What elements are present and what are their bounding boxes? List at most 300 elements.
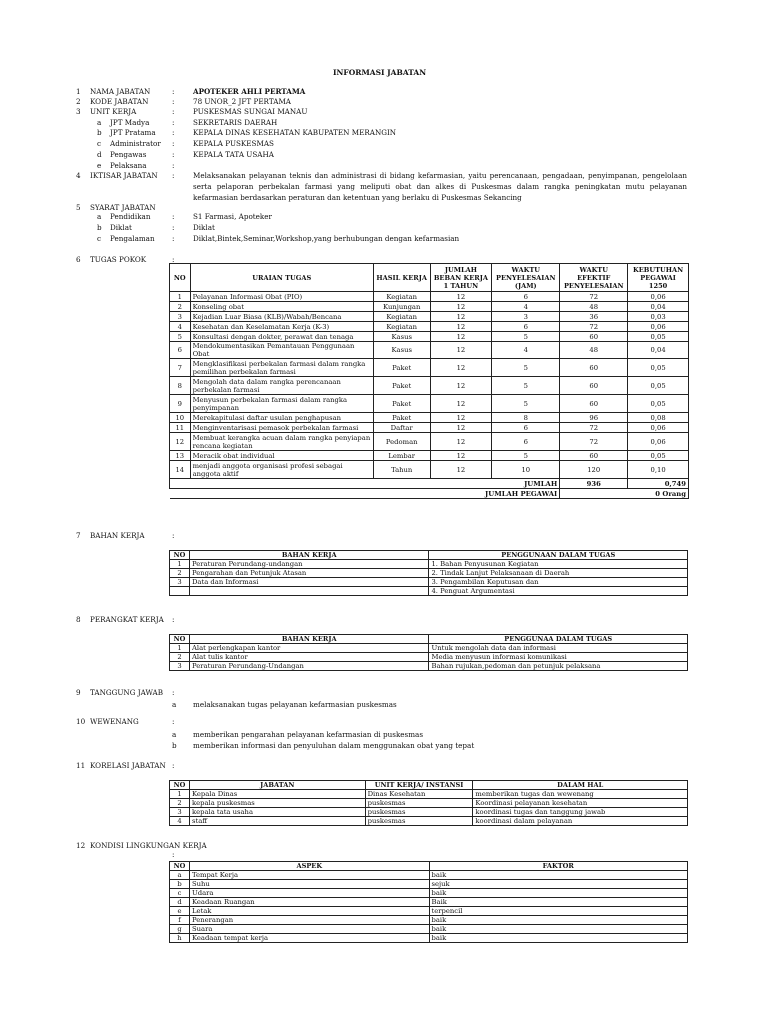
info-label-3: UNIT KERJA: [90, 107, 137, 116]
colon: :: [172, 212, 175, 221]
cell-uraian: Membuat kerangka acuan dalam rangka penyiapan rencana kegiatan: [190, 433, 373, 451]
cell-beban: 12: [430, 312, 492, 322]
cell-beban: 12: [430, 292, 492, 302]
cell-kebutuhan: 0,10: [628, 461, 689, 479]
colon: :: [172, 107, 175, 116]
cell-aspek: Keadaan Ruangan: [189, 898, 429, 907]
cell-faktor: Baik: [429, 898, 687, 907]
cell-jabatan: staff: [189, 817, 365, 826]
cell-waktu: 8: [492, 413, 560, 423]
cell-hal: memberikan tugas dan wewenang: [473, 790, 688, 799]
syarat-label: Pendidikan: [110, 212, 151, 221]
section-label: PERANGKAT KERJA: [90, 615, 164, 624]
col-header-kebutuhan: KEBUTUHAN PEGAWAI 1250: [628, 264, 689, 292]
col-header-bahan: BAHAN KERJA: [189, 635, 429, 644]
section-no: 7: [76, 531, 81, 540]
cell-waktu: 3: [492, 312, 560, 322]
section-no: 10: [76, 717, 86, 726]
cell-kebutuhan: 0,05: [628, 377, 689, 395]
cell-waktu: 6: [492, 292, 560, 302]
table-row: [170, 808, 688, 817]
jumlah-row: [170, 479, 689, 489]
cell-no: e: [170, 907, 190, 916]
cell-beban: 12: [430, 433, 492, 451]
cell-no: 3: [170, 808, 190, 817]
cell-beban: 12: [430, 451, 492, 461]
col-header-no: NO: [170, 862, 190, 871]
unit-sub-letter: a: [97, 118, 102, 127]
cell-no: 1: [170, 644, 190, 653]
cell-hasil: Tahun: [373, 461, 430, 479]
wewenang-letter: a: [172, 730, 177, 739]
section-no: 5: [76, 203, 81, 212]
cell-no: b: [170, 880, 190, 889]
table-row: [170, 569, 688, 578]
cell-beban: 12: [430, 413, 492, 423]
cell-guna: 3. Pengambilan Keputusan dan: [429, 578, 688, 587]
colon: :: [172, 688, 175, 697]
cell-hasil: Kunjungan: [373, 302, 430, 312]
syarat-letter: b: [97, 223, 102, 232]
col-header-bahan: BAHAN KERJA: [189, 551, 429, 560]
col-header-no: NO: [170, 635, 190, 644]
cell-no: [170, 587, 190, 596]
cell-jabatan: kepala puskesmas: [189, 799, 365, 808]
table-row: [170, 578, 688, 587]
cell-hasil: Kegiatan: [373, 312, 430, 322]
cell-waktu: 6: [492, 322, 560, 332]
table-row: [170, 790, 688, 799]
colon: :: [172, 850, 175, 859]
cell-uraian: Merekapitulasi daftar usulan penghapusan: [190, 413, 373, 423]
cell-kebutuhan: 0,06: [628, 423, 689, 433]
cell-uraian: Mendokumentasikan Pemantauan Penggunaan Obat: [190, 342, 373, 359]
cell-hasil: Kegiatan: [373, 322, 430, 332]
cell-waktu: 4: [492, 342, 560, 359]
cell-no: 4: [170, 817, 190, 826]
colon: :: [172, 531, 175, 540]
cell-unit: puskesmas: [365, 808, 473, 817]
col-header-no: NO: [170, 781, 190, 790]
cell-bahan: Peraturan Perundang-undangan: [189, 560, 429, 569]
pegawai-row: [170, 489, 689, 499]
unit-sub-label: JPT Pratama: [110, 128, 156, 137]
cell-beban: 12: [430, 359, 492, 377]
cell-waktu: 5: [492, 332, 560, 342]
cell-waktu: 5: [492, 359, 560, 377]
cell-efektif: 72: [560, 433, 628, 451]
table-row: [170, 423, 689, 433]
col-header-efektif: WAKTU EFEKTIF PENYELESAIAN: [560, 264, 628, 292]
table-row: [170, 332, 689, 342]
cell-hasil: Daftar: [373, 423, 430, 433]
cell-hasil: Paket: [373, 395, 430, 413]
cell-efektif: 96: [560, 413, 628, 423]
cell-uraian: menjadi anggota organisasi profesi sebagai anggota aktif: [190, 461, 373, 479]
col-header-unit: UNIT KERJA/ INSTANSI: [365, 781, 473, 790]
cell-kebutuhan: 0,06: [628, 433, 689, 451]
unit-sub-label: Administrator: [110, 139, 161, 148]
cell-aspek: Suhu: [189, 880, 429, 889]
colon: :: [172, 717, 175, 726]
table-row: [170, 925, 688, 934]
perangkat-table: [169, 634, 688, 671]
colon: :: [172, 171, 175, 180]
cell-faktor: baik: [429, 916, 687, 925]
table-row: [170, 653, 688, 662]
cell-beban: 12: [430, 322, 492, 332]
cell-efektif: 48: [560, 302, 628, 312]
table-row: [170, 916, 688, 925]
cell-uraian: Konseling obat: [190, 302, 373, 312]
colon: :: [172, 255, 175, 264]
cell-no: d: [170, 898, 190, 907]
cell-unit: Dinas Kesehatan: [365, 790, 473, 799]
section-label: WEWENANG: [90, 717, 139, 726]
cell-hasil: Kasus: [373, 342, 430, 359]
cell-aspek: Udara: [189, 889, 429, 898]
table-row: [170, 889, 688, 898]
cell-hal: koordinasi tugas dan tanggung jawab: [473, 808, 688, 817]
info-value-1: APOTEKER AHLI PERTAMA: [193, 87, 306, 96]
tanggung-text: melaksanakan tugas pelayanan kefarmasian puskesmas: [193, 700, 397, 709]
cell-no: 1: [170, 790, 190, 799]
cell-guna: Bahan rujukan,pedoman dan petunjuk pelaksana: [429, 662, 688, 671]
cell-faktor: terpencil: [429, 907, 687, 916]
cell-efektif: 60: [560, 395, 628, 413]
page-title: INFORMASI JABATAN: [333, 68, 427, 77]
cell-aspek: Suara: [189, 925, 429, 934]
table-row: [170, 817, 688, 826]
cell-no: 3: [170, 662, 190, 671]
cell-aspek: Keadaan tempat kerja: [189, 934, 429, 943]
cell-no: 6: [170, 342, 191, 359]
cell-unit: puskesmas: [365, 799, 473, 808]
syarat-label: Pengalaman: [110, 234, 155, 243]
col-header-no: NO: [170, 551, 190, 560]
cell-bahan: [189, 587, 429, 596]
section-no: 8: [76, 615, 81, 624]
colon: :: [172, 150, 175, 159]
section-no: 11: [76, 761, 86, 770]
info-label-2: KODE JABATAN: [90, 97, 149, 106]
syarat-value: Diklat,Bintek,Seminar,Workshop,yang berhubungan dengan kefarmasian: [193, 234, 460, 243]
cell-no: a: [170, 871, 190, 880]
cell-jabatan: Kepala Dinas: [189, 790, 365, 799]
table-row: [170, 451, 689, 461]
col-header-no: NO: [170, 264, 191, 292]
cell-hasil: Paket: [373, 359, 430, 377]
unit-sub-value: KEPALA PUSKESMAS: [193, 139, 274, 148]
col-header-hasil: HASIL KERJA: [373, 264, 430, 292]
cell-bahan: Peraturan Perundang-Undangan: [189, 662, 429, 671]
cell-uraian: Mengolah data dalam rangka perencanaan perbekalan farmasi: [190, 377, 373, 395]
cell-aspek: Tempat Kerja: [189, 871, 429, 880]
unit-sub-letter: e: [97, 161, 102, 170]
jumlah-efektif: 936: [560, 479, 628, 489]
col-header-waktu: WAKTU PENYELESAIAN (JAM): [492, 264, 560, 292]
cell-efektif: 72: [560, 292, 628, 302]
info-no-3: 3: [76, 107, 81, 116]
cell-efektif: 60: [560, 359, 628, 377]
table-row: [170, 395, 689, 413]
unit-sub-letter: d: [97, 150, 102, 159]
cell-no: h: [170, 934, 190, 943]
table-row: [170, 413, 689, 423]
cell-uraian: Pelayanan Informasi Obat (PIO): [190, 292, 373, 302]
cell-hasil: Paket: [373, 377, 430, 395]
cell-kebutuhan: 0,04: [628, 302, 689, 312]
cell-efektif: 60: [560, 332, 628, 342]
unit-sub-letter: c: [97, 139, 102, 148]
cell-uraian: Kesehatan dan Keselamatan Kerja (K-3): [190, 322, 373, 332]
syarat-letter: a: [97, 212, 102, 221]
table-row: [170, 302, 689, 312]
cell-no: 2: [170, 302, 191, 312]
cell-beban: 12: [430, 342, 492, 359]
cell-beban: 12: [430, 461, 492, 479]
cell-faktor: baik: [429, 925, 687, 934]
cell-no: 11: [170, 423, 191, 433]
cell-guna: 1. Bahan Penyusunan Kegiatan: [429, 560, 688, 569]
cell-no: 8: [170, 377, 191, 395]
colon: :: [172, 761, 175, 770]
table-row: [170, 312, 689, 322]
korelasi-table: [169, 780, 688, 826]
cell-guna: Untuk mengolah data dan informasi: [429, 644, 688, 653]
syarat-value: Diklat: [193, 223, 215, 232]
cell-kebutuhan: 0,06: [628, 322, 689, 332]
cell-bahan: Alat tulis kantor: [189, 653, 429, 662]
section-label: IKTISAR JABATAN: [90, 171, 158, 180]
table-row: [170, 377, 689, 395]
cell-guna: 2. Tindak Lanjut Pelaksanaan di Daerah: [429, 569, 688, 578]
cell-aspek: Penerangan: [189, 916, 429, 925]
cell-kebutuhan: 0,05: [628, 332, 689, 342]
table-row: [170, 433, 689, 451]
section-label: TUGAS POKOK: [90, 255, 147, 264]
cell-hasil: Lembar: [373, 451, 430, 461]
section-no: 12: [76, 841, 86, 850]
cell-kebutuhan: 0,06: [628, 292, 689, 302]
section-label: KORELASI JABATAN: [90, 761, 166, 770]
table-row: [170, 644, 688, 653]
cell-hasil: Paket: [373, 413, 430, 423]
cell-no: 12: [170, 433, 191, 451]
col-header-jabatan: JABATAN: [189, 781, 365, 790]
cell-hasil: Pedoman: [373, 433, 430, 451]
colon: :: [172, 118, 175, 127]
colon: :: [172, 615, 175, 624]
cell-faktor: baik: [429, 934, 687, 943]
col-header-uraian: URAIAN TUGAS: [190, 264, 373, 292]
section-label: KONDISI LINGKUNGAN KERJA: [90, 841, 207, 850]
cell-kebutuhan: 0,05: [628, 395, 689, 413]
cell-no: 10: [170, 413, 191, 423]
table-row: [170, 587, 688, 596]
cell-waktu: 5: [492, 377, 560, 395]
col-header-guna: PENGGUNAAN DALAM TUGAS: [429, 551, 688, 560]
cell-kebutuhan: 0,05: [628, 359, 689, 377]
col-header-aspek: ASPEK: [189, 862, 429, 871]
table-row: [170, 799, 688, 808]
cell-uraian: Menyusun perbekalan farmasi dalam rangka penyimpanan: [190, 395, 373, 413]
table-row: [170, 461, 689, 479]
cell-guna: 4. Penguat Argumentasi: [429, 587, 688, 596]
ikhtisar-text: Melaksanakan pelayanan teknis dan administrasi di bidang kefarmasian, yaitu perencanaan, pengadaan, penyimpanan, pengelolaan serta pelaporan perbekalan farmasi yang meliputi obat dan alkes di Puskesmas dalam rangka peningkatan mutu pelayanan kefarmasian berdasarkan peraturan dan ketentuan yang berlaku di Puskesmas Sekancing: [193, 171, 687, 202]
colon: :: [172, 234, 175, 243]
table-row: [170, 359, 689, 377]
cell-bahan: Pengarahan dan Petunjuk Atasan: [189, 569, 429, 578]
cell-hal: koordinasi dalam pelayanan: [473, 817, 688, 826]
cell-waktu: 6: [492, 423, 560, 433]
col-header-beban: JUMLAH BEBAN KERJA 1 TAHUN: [430, 264, 492, 292]
cell-waktu: 5: [492, 395, 560, 413]
cell-uraian: Meracik obat individual: [190, 451, 373, 461]
section-no: 9: [76, 688, 81, 697]
cell-no: 7: [170, 359, 191, 377]
tanggung-letter: a: [172, 700, 177, 709]
cell-no: 3: [170, 312, 191, 322]
syarat-label: Diklat: [110, 223, 132, 232]
cell-waktu: 10: [492, 461, 560, 479]
cell-jabatan: kepala tata usaha: [189, 808, 365, 817]
cell-beban: 12: [430, 302, 492, 312]
table-row: [170, 342, 689, 359]
jumlah-kebutuhan: 0,749: [628, 479, 689, 489]
col-header-faktor: FAKTOR: [429, 862, 687, 871]
cell-no: 4: [170, 322, 191, 332]
table-row: [170, 880, 688, 889]
wewenang-text: memberikan pengarahan pelayanan kefarmasian di puskesmas: [193, 730, 424, 739]
col-header-hal: DALAM HAL: [473, 781, 688, 790]
cell-waktu: 6: [492, 433, 560, 451]
pegawai-label: JUMLAH PEGAWAI: [170, 489, 560, 499]
cell-faktor: sejuk: [429, 880, 687, 889]
cell-waktu: 4: [492, 302, 560, 312]
colon: :: [172, 97, 175, 106]
cell-bahan: Alat perlengkapan kantor: [189, 644, 429, 653]
wewenang-text: memberikan informasi dan penyuluhan dalam menggunakan obat yang tepat: [193, 741, 475, 750]
cell-efektif: 48: [560, 342, 628, 359]
cell-efektif: 72: [560, 423, 628, 433]
cell-hasil: Kasus: [373, 332, 430, 342]
cell-uraian: Konsultasi dengan dokter, perawat dan tenaga: [190, 332, 373, 342]
colon: :: [172, 128, 175, 137]
table-row: [170, 560, 688, 569]
kondisi-table: [169, 861, 688, 943]
cell-no: 2: [170, 799, 190, 808]
section-label: BAHAN KERJA: [90, 531, 145, 540]
cell-kebutuhan: 0,05: [628, 451, 689, 461]
section-no: 4: [76, 171, 81, 180]
bahan-table: [169, 550, 688, 596]
unit-sub-value: SEKRETARIS DAERAH: [193, 118, 278, 127]
cell-no: f: [170, 916, 190, 925]
cell-efektif: 120: [560, 461, 628, 479]
cell-no: 1: [170, 560, 190, 569]
colon: :: [172, 161, 175, 170]
cell-unit: puskesmas: [365, 817, 473, 826]
colon: :: [172, 223, 175, 232]
cell-aspek: Letak: [189, 907, 429, 916]
tugas-table: [169, 263, 689, 499]
unit-sub-value: KEPALA TATA USAHA: [193, 150, 274, 159]
unit-sub-label: Pengawas: [110, 150, 147, 159]
unit-sub-label: Pelaksana: [110, 161, 147, 170]
cell-efektif: 60: [560, 451, 628, 461]
section-no: 6: [76, 255, 81, 264]
jumlah-label: JUMLAH: [492, 479, 560, 489]
section-label: SYARAT JABATAN: [90, 203, 156, 212]
cell-kebutuhan: 0,08: [628, 413, 689, 423]
cell-uraian: Kejadian Luar Biasa (KLB)/Wabah/Bencana: [190, 312, 373, 322]
cell-no: 1: [170, 292, 191, 302]
colon: :: [172, 87, 175, 96]
cell-no: 13: [170, 451, 191, 461]
unit-sub-label: JPT Madya: [110, 118, 150, 127]
section-label: TANGGUNG JAWAB: [90, 688, 164, 697]
table-row: [170, 898, 688, 907]
cell-kebutuhan: 0,03: [628, 312, 689, 322]
cell-efektif: 72: [560, 322, 628, 332]
cell-efektif: 60: [560, 377, 628, 395]
cell-efektif: 36: [560, 312, 628, 322]
cell-bahan: Data dan Informasi: [189, 578, 429, 587]
cell-beban: 12: [430, 423, 492, 433]
cell-no: c: [170, 889, 190, 898]
cell-waktu: 5: [492, 451, 560, 461]
table-row: [170, 322, 689, 332]
table-row: [170, 907, 688, 916]
cell-no: 5: [170, 332, 191, 342]
syarat-value: S1 Farmasi, Apoteker: [193, 212, 272, 221]
cell-beban: 12: [430, 332, 492, 342]
unit-sub-letter: b: [97, 128, 102, 137]
table-row: [170, 871, 688, 880]
info-no-1: 1: [76, 87, 81, 96]
cell-no: 9: [170, 395, 191, 413]
cell-faktor: baik: [429, 889, 687, 898]
colon: :: [172, 139, 175, 148]
unit-sub-value: KEPALA DINAS KESEHATAN KABUPATEN MERANGIN: [193, 128, 397, 137]
cell-no: g: [170, 925, 190, 934]
table-row: [170, 662, 688, 671]
cell-hal: Koordinasi pelayanan kesehatan: [473, 799, 688, 808]
cell-kebutuhan: 0,04: [628, 342, 689, 359]
syarat-letter: c: [97, 234, 102, 243]
cell-no: 2: [170, 653, 190, 662]
info-value-2: 78 UNOR_2 JFT PERTAMA: [193, 97, 291, 106]
cell-uraian: Mengklasifikasi perbekalan farmasi dalam rangka pemilihan perbekalan farmasi: [190, 359, 373, 377]
info-no-2: 2: [76, 97, 81, 106]
info-label-1: NAMA JABATAN: [90, 87, 151, 96]
cell-beban: 12: [430, 395, 492, 413]
cell-uraian: Menginventarisasi pemasok perbekalan farmasi: [190, 423, 373, 433]
pegawai-value: 0 Orang: [560, 489, 689, 499]
table-row: [170, 934, 688, 943]
info-value-3: PUSKESMAS SUNGAI MANAU: [193, 107, 308, 116]
cell-hasil: Kegiatan: [373, 292, 430, 302]
cell-no: 14: [170, 461, 191, 479]
table-row: [170, 292, 689, 302]
cell-faktor: baik: [429, 871, 687, 880]
cell-beban: 12: [430, 377, 492, 395]
cell-guna: Media menyusun informasi komunikasi: [429, 653, 688, 662]
wewenang-letter: b: [172, 741, 177, 750]
col-header-guna: PENGGUNAA DALAM TUGAS: [429, 635, 688, 644]
cell-no: 2: [170, 569, 190, 578]
